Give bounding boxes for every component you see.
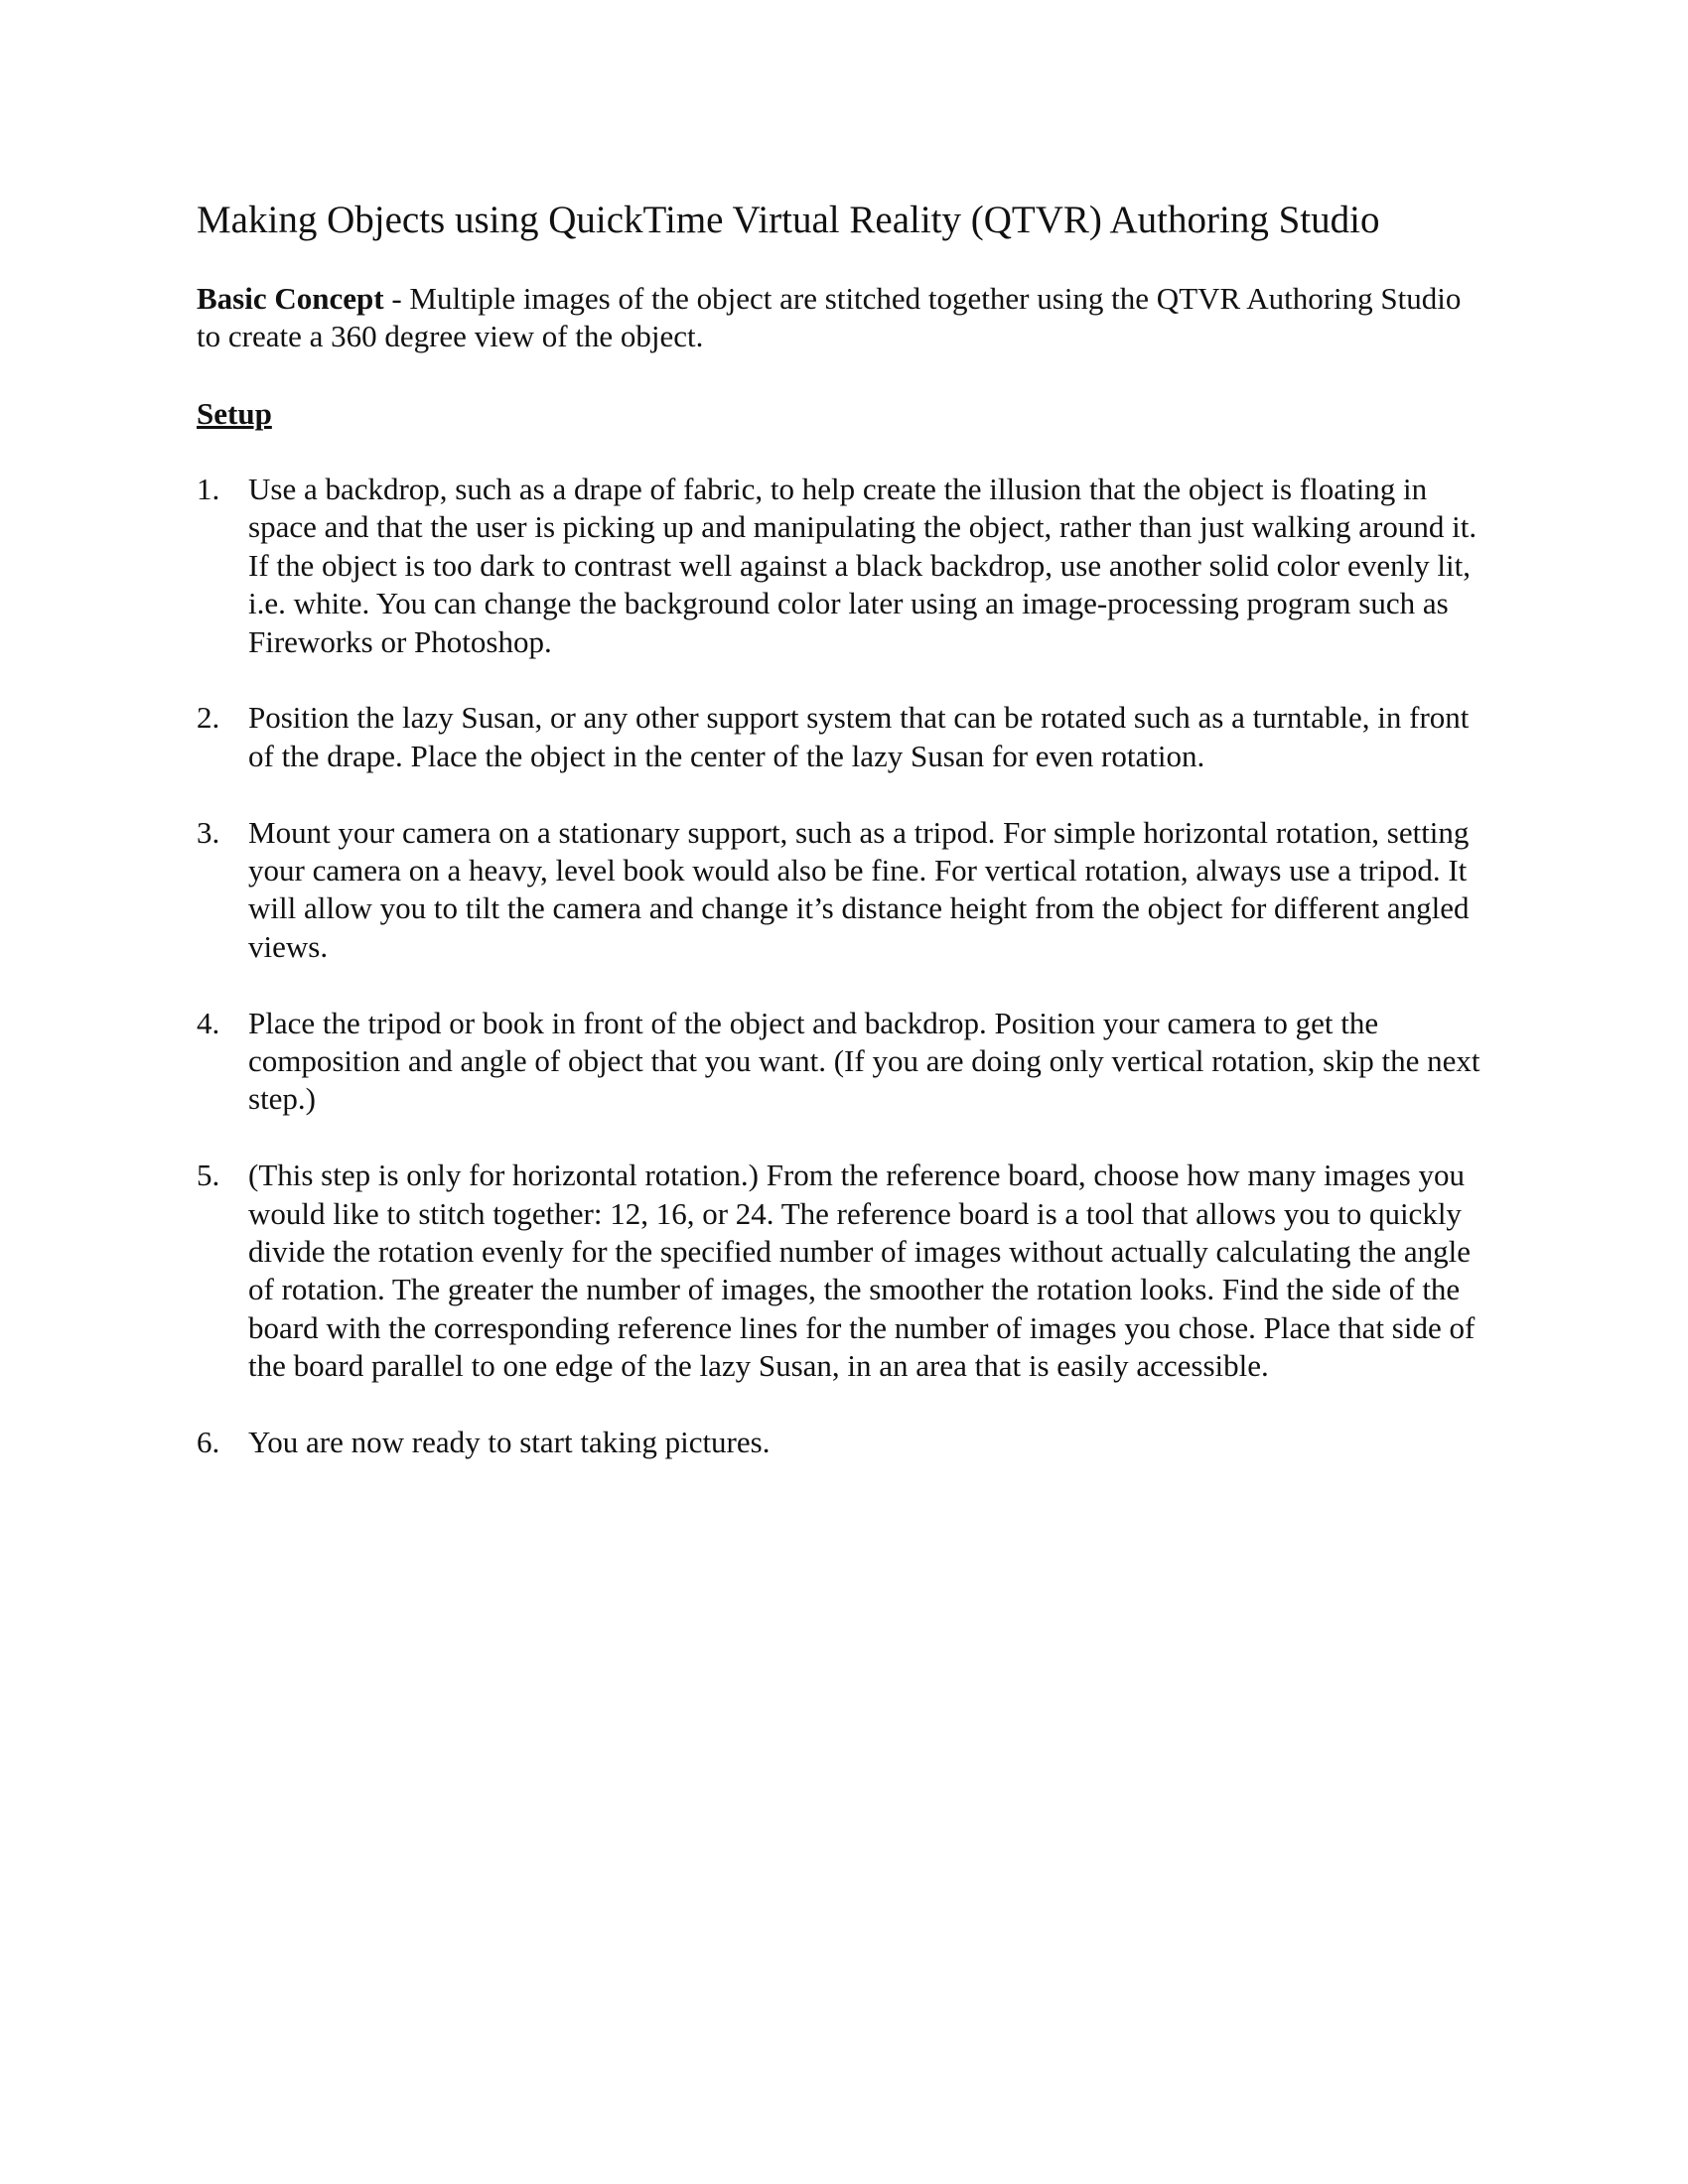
setup-steps-list [197, 471, 1497, 1500]
basic-concept-label: Basic Concept [197, 281, 384, 316]
step-text: Place the tripod or book in front of the object and backdrop. Position your camera to get the composition and angle of object that you want. (If you are doing only vertical rotation, skip the next step.) [248, 1005, 1480, 1117]
step-number: 3. [197, 814, 220, 850]
step-number: 6. [197, 1425, 220, 1460]
step-text: Position the lazy Susan, or any other support system that can be rotated such as a turntable, in front of the drape. Place the object in the center of the lazy Susan for even rotation. [248, 700, 1470, 773]
step-item [197, 1005, 1497, 1119]
step-text: (This step is only for horizontal rotation.) From the reference board, choose how many images you would like to stitch together: 12, 16, or 24. The reference board is a tool that allows you to quickly divide the rotation evenly for the specified number of images without actually calculating the angle of rotation. The greater the number of images, the smoother the rotation looks. Find the side of the board with the corresponding reference lines for the number of images you chose. Place that side of the board parallel to one edge of the lazy Susan, in an area that is easily accessible. [248, 1158, 1476, 1384]
step-text: You are now ready to start taking pictures. [248, 1425, 771, 1460]
step-item [197, 1157, 1497, 1385]
basic-concept-text: - Multiple images of the object are stitched together using the QTVR Authoring Studio to create a 360 degree view of the object. [197, 281, 1462, 353]
step-item [197, 814, 1497, 967]
step-item [197, 699, 1497, 775]
step-number: 1. [197, 472, 220, 506]
document-title: Making Objects using QuickTime Virtual Reality (QTVR) Authoring Studio [197, 199, 1380, 241]
basic-concept-paragraph [197, 280, 1487, 355]
step-number: 5. [197, 1158, 220, 1193]
setup-heading: Setup [197, 396, 272, 431]
step-number: 2. [197, 700, 220, 736]
step-item [197, 471, 1497, 661]
step-number: 4. [197, 1005, 220, 1040]
step-text: Use a backdrop, such as a drape of fabric, to help create the illusion that the object is floating in space and that the user is picking up and manipulating the object, rather than just walking around it. If the object is too dark to contrast well against a black backdrop, use another solid color evenly lit, i.e. white. You can change the background color later using an image-processing program such as Fireworks or Photoshop. [248, 472, 1477, 659]
step-text: Mount your camera on a stationary support, such as a tripod. For simple horizontal rotation, setting your camera on a heavy, level book would also be fine. For vertical rotation, always use a tripod. It will allow you to tilt the camera and change it’s distance height from the object for different angled views. [248, 814, 1470, 964]
step-item [197, 1424, 1497, 1461]
